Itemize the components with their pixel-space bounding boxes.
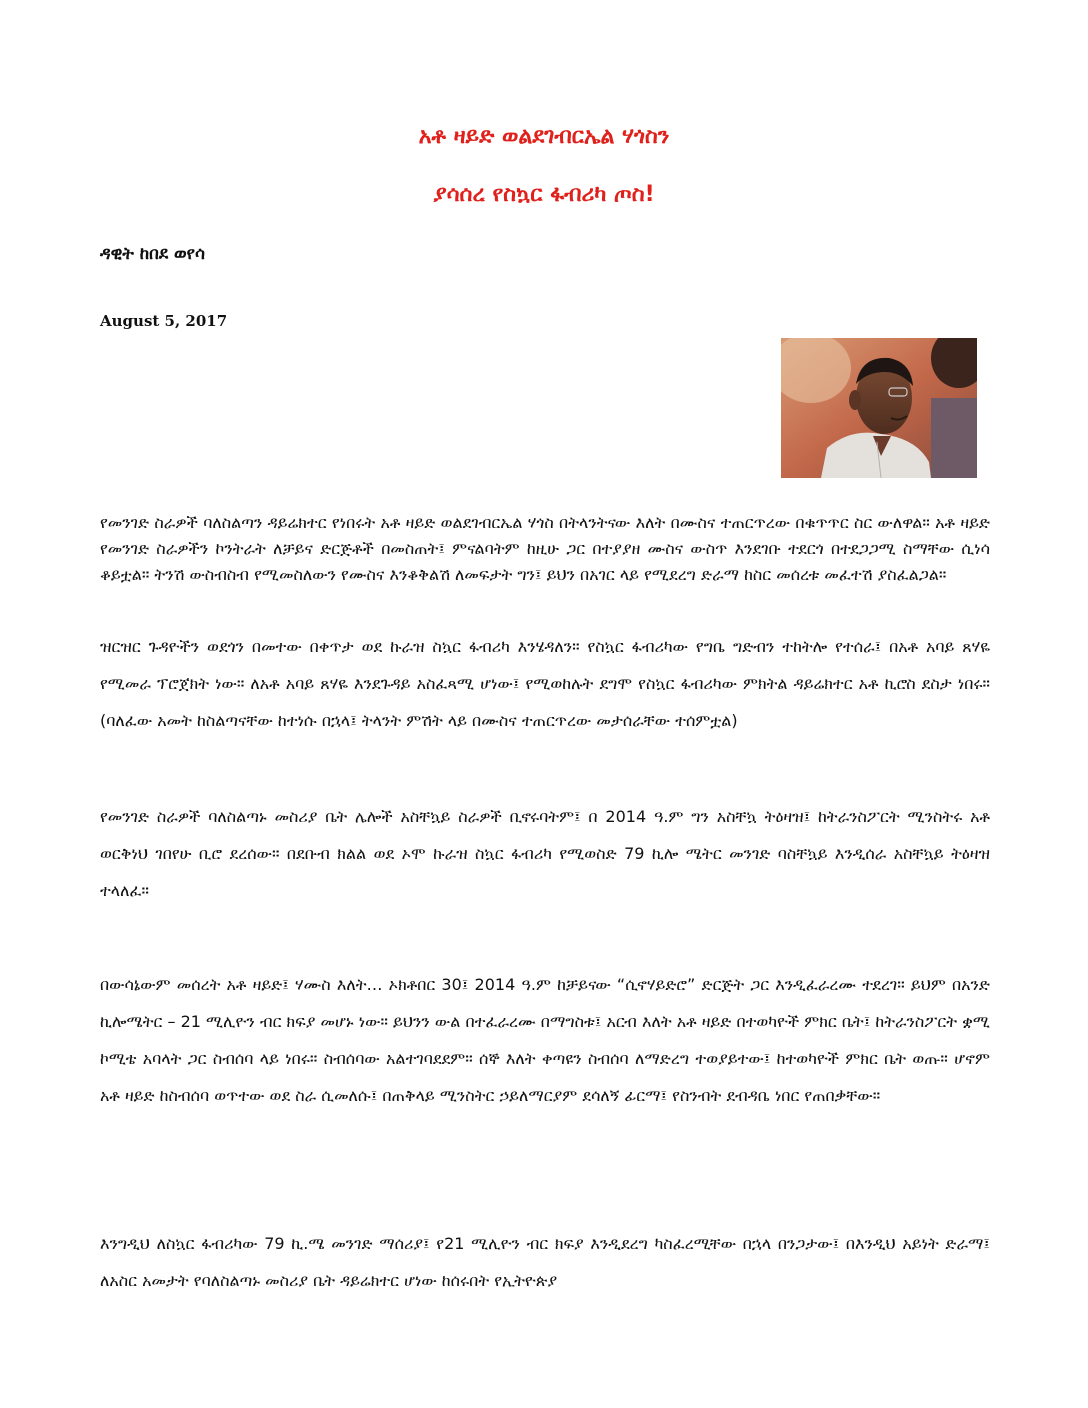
title-line-1: አቶ ዛይድ ወልደገብርኤል ሃጎስን	[418, 124, 670, 149]
publish-date: August 5, 2017	[100, 312, 228, 330]
paragraph-2: ዝርዝር ጉዳዮችን ወደጎን በመተው በቀጥታ ወደ ኩራዝ ስኳር ፋብሪካ እንሄዳለን። የስኳር ፋብሪካው የግቤ ግድብን ተከትሎ የተሰራ፤ በአቶ አባይ ጸሃዬ የሚመራ ፕሮጀክት ነው። ለአቶ አባይ ጸሃዬ እንደጉዳይ አስፈጻሚ ሆነው፤ የሚወከሉት ደግሞ የስኳር ፋብሪካው ምክትል ዳይሬክተር አቶ ኪሮስ ደስታ ነበሩ። (ባለፈው አመት ከስልጣናቸው ከተነሱ በኋላ፤ ትላንት ምሽት ላይ በሙስና ተጠርጥረው መታሰራቸው ተሰምቷል)	[100, 637, 990, 730]
paragraph-3: የመንገድ ስራዎች ባለስልጣኑ መስሪያ ቤት ሌሎች አስቸኳይ ስራዎች ቢኖሩባትም፤ በ 2014 ዓ.ም ግን አስቸኳ ትዕዛዝ፤ ከትራንስፖርት ሚንስትሩ አቶ ወርቅነህ ገበየሁ ቢሮ ደረሰው። በደቡብ ክልል ወደ ኦሞ ኩራዝ ስኳር ፋብሪካ የሚወስድ 79 ኪሎ ሜትር መንገድ ባስቸኳይ እንዲሰራ አስቸኳይ ትዕዛዝ ተላለፈ።	[100, 807, 990, 900]
paragraph-5: እንግዲህ ለስኳር ፋብሪካው 79 ኪ.ሜ መንገድ ማሰሪያ፤ የ21 ሚሊዮን ብር ክፍያ እንዲደረግ ካስፈረሚቸው በኋላ በንጋታው፤ በእንዲህ አይነት ድራማ፤ ለአስር አመታት የባለስልጣኑ መስሪያ ቤት ዳይሬክተር ሆነው ከሰሩበት የኢትዮጵያ	[100, 1234, 990, 1290]
title-line-2: ያሳሰረ የስኳር ፋብሪካ ጦስ!	[433, 182, 655, 207]
portrait-photo	[781, 338, 977, 478]
author-name: ዳዊት ከበደ ወየሳ	[100, 244, 205, 264]
paragraph-1: የመንገድ ስራዎች ባለስልጣን ዳይሬክተር የነበሩት አቶ ዛይድ ወልደገብርኤል ሃጎስ በትላንትናው እለት በሙስና ተጠርጥረው በቁጥጥር ስር ውለዋል። አቶ ዛይድ የመንገድ ስራዎችን ኮንትራት ለቻይና ድርጅቶች በመስጠት፤ ምናልባትም ከዚሁ ጋር በተያያዘ ሙስና ውስጥ እንደገቡ ተደርጎ በተደጋጋሚ ስማቸው ሲነሳ ቆይቷል። ትንሽ ውስብስብ የሚመስለውን የሙስና እንቆቅልሽ ለመፍታት ግን፤ ይህን በአገር ላይ የሚደረግ ድራማ ከስር መሰረቱ መፈተሽ ያስፈልጋል።	[100, 513, 990, 584]
paragraph-4: በውሳኔውም መሰረት አቶ ዛይድ፤ ሃሙስ እለት… ኦክቶበር 30፤ 2014 ዓ.ም ከቻይናው “ሲኖሃይድሮ” ድርጅት ጋር እንዲፈራረሙ ተደረገ። ይህም በአንድ ኪሎሜትር – 21 ሚሊዮን ብር ክፍያ መሆኑ ነው። ይህንን ውል በተፈራረሙ በማግስቱ፤ አርብ እለት አቶ ዛይድ በተወካዮች ምክር ቤት፤ ከትራንስፖርት ቋሚ ኮሚቴ አባላት ጋር ስብሰባ ላይ ነበሩ። ስብሰባው አልተገባደደም። ሰኞ እለት ቀጣዩን ስብሰባ ለማድረግ ተወያይተው፤ ከተወካዮች ምክር ቤት ወጡ። ሆኖም አቶ ዛይድ ከስብሰባ ወጥተው ወደ ስራ ሲመለሱ፤ በጠቅላይ ሚንስትር ኃይለማርያም ደሳለኝ ፊርማ፤ የስንብት ደብዳቤ ነበር የጠበቃቸው።	[100, 975, 990, 1105]
